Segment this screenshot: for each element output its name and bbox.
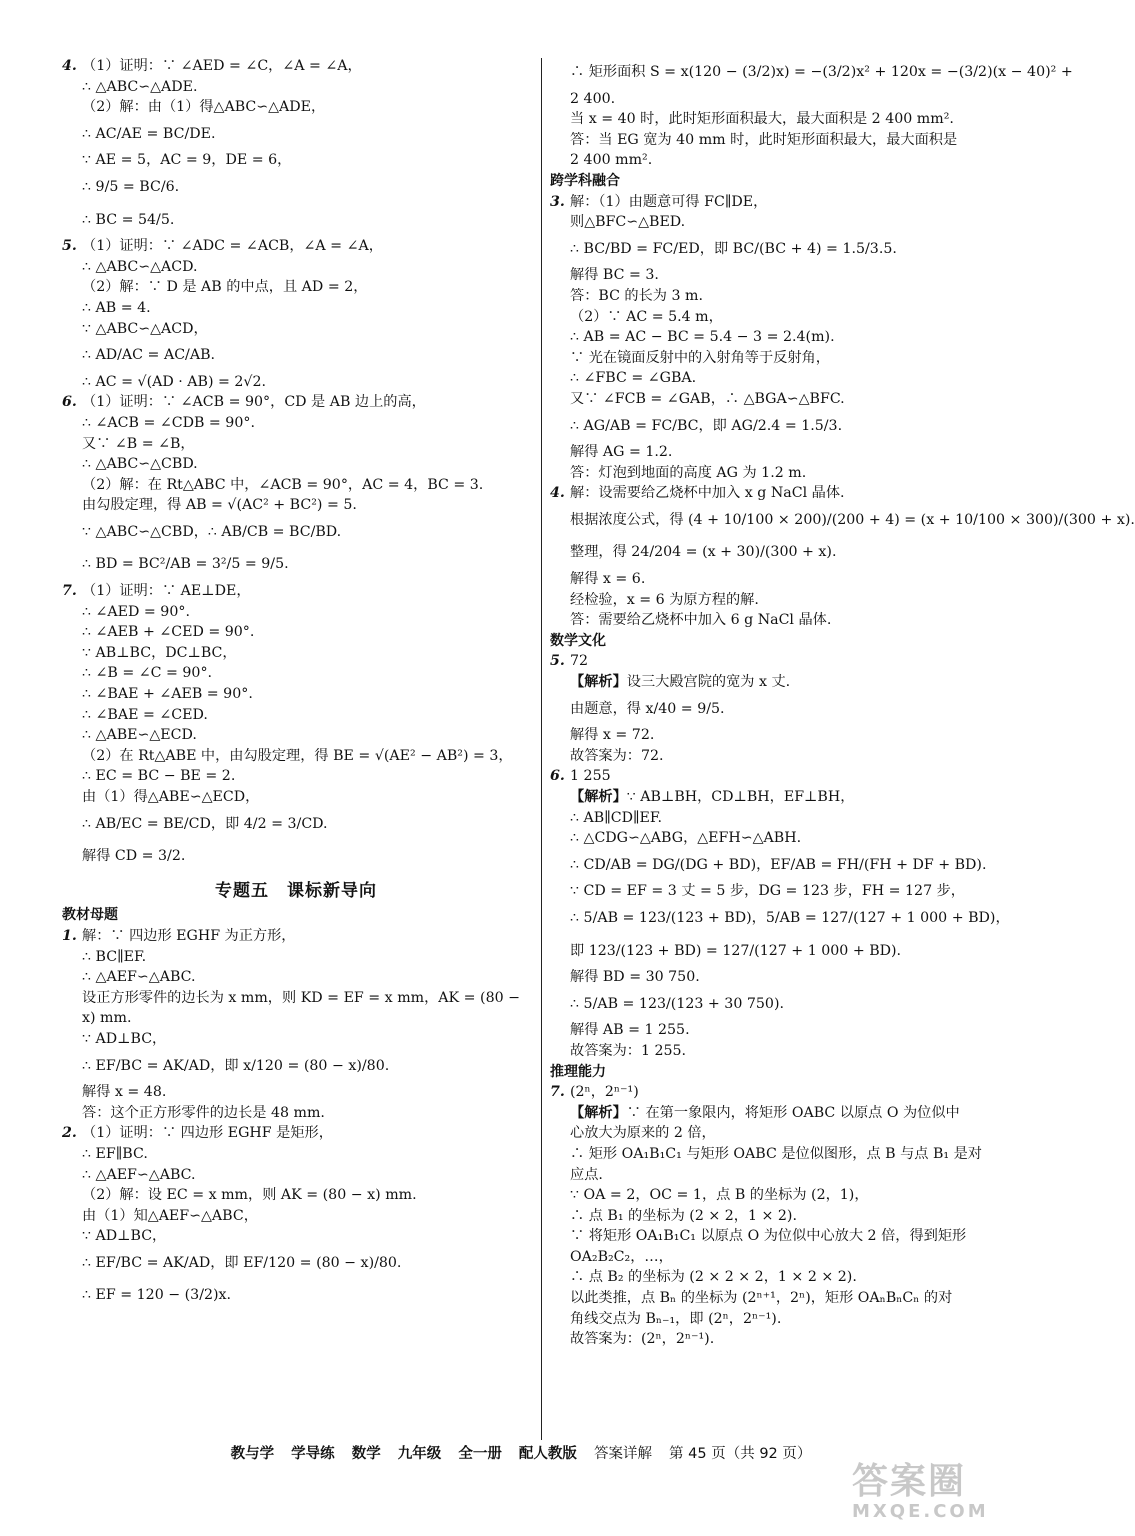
- solution-line: [62, 454, 530, 475]
- line-text: ∴ 点 B₂ 的坐标为 (2 × 2 × 2，1 × 2 × 2).: [570, 1269, 857, 1286]
- line-text: 解得 CD = 3/2.: [82, 848, 186, 865]
- solution-line: [550, 808, 1020, 829]
- line-text: ∴ ∠AEB + ∠CED = 90°.: [82, 624, 255, 641]
- solution-line: [550, 610, 1020, 631]
- line-text: ∴ EF/BC = AK/AD，即 x/120 = (80 − x)/80.: [82, 1057, 390, 1074]
- section-heading: 数学文化: [550, 632, 606, 649]
- solution-line: [62, 1103, 530, 1124]
- line-text: ∴ ∠B = ∠C = 90°.: [82, 665, 213, 682]
- line-text: ∵ △ABC∽△ACD，: [82, 320, 208, 337]
- line-text: 答：需要给乙烧杯中加入 6 g NaCl 晶体.: [570, 612, 832, 629]
- line-text: （1）证明：∵ ∠ADC = ∠ACB，∠A = ∠A，: [82, 238, 383, 255]
- solution-line: [62, 840, 530, 873]
- line-text: ∴ BC∥EF.: [82, 948, 147, 965]
- solution-line: [550, 1247, 1020, 1268]
- solution-line: [62, 1206, 530, 1227]
- line-text: ∵ OA = 2，OC = 1，点 B 的坐标为 (2，1)，: [570, 1187, 869, 1204]
- solution-line: [550, 693, 1020, 726]
- solution-line: [62, 1008, 530, 1029]
- line-text: ∴ △ABE∽△ECD.: [82, 727, 197, 744]
- line-text: ∵ CD = EF = 3 丈 = 5 步，DG = 123 步，FH = 127 步，: [570, 883, 965, 900]
- solution-line: [62, 808, 530, 841]
- footer-part: 九年级: [397, 1446, 442, 1462]
- solution-line: [62, 475, 530, 496]
- topic-heading: 专题五 课标新导向: [215, 880, 377, 901]
- solution-line: [550, 746, 1020, 767]
- solution-line: [550, 109, 1020, 130]
- line-text: ∴ BC/BD = FC/ED，即 BC/(BC + 4) = 1.5/3.5.: [570, 240, 897, 257]
- solution-line: [62, 413, 530, 434]
- line-text: 解得 AB = 1 255.: [570, 1022, 690, 1039]
- solution-line: [550, 787, 1020, 808]
- line-text: (2ⁿ，2ⁿ⁻¹): [570, 1084, 639, 1101]
- section-heading: 推理能力: [550, 1063, 606, 1080]
- solution-line: [62, 77, 530, 98]
- line-text: （1）证明：∵ 四边形 EGHF 是矩形，: [82, 1125, 333, 1142]
- solution-line: [550, 569, 1020, 590]
- line-text: ∴ EF/BC = AK/AD，即 EF/120 = (80 − x)/80.: [82, 1254, 402, 1271]
- line-text: 设正方形零件的边长为 x mm，则 KD = EF = x mm，AK = (80 −: [82, 989, 521, 1006]
- solution-line: [62, 495, 530, 516]
- solution-line: [550, 902, 1020, 935]
- solution-line: [550, 368, 1020, 389]
- solution-line: [62, 257, 530, 278]
- line-text: 根据浓度公式，得 (4 + 10/100 × 200)/(200 + 4) = (x + 10/100 × 300)/(300 + x).: [570, 511, 1135, 528]
- solution-line: [550, 442, 1020, 463]
- solution-line: [550, 849, 1020, 882]
- solution-line: [62, 602, 530, 623]
- line-text: 故答案为：72.: [570, 747, 664, 764]
- line-text: ∴ 矩形面积 S = x(120 − (3/2)x) = −(3/2)x² + 120x = −(3/2)(x − 40)² +: [570, 64, 1073, 80]
- line-text: （2）解：在 Rt△ABC 中，∠ACB = 90°，AC = 4，BC = 3.: [82, 476, 484, 493]
- line-text: ∴ AG/AB = FC/BC，即 AG/2.4 = 1.5/3.: [570, 417, 843, 434]
- solution-line: [62, 277, 530, 298]
- solution-line: [550, 1267, 1020, 1288]
- line-text: 整理，得 24/204 = (x + 30)/(300 + x).: [570, 544, 837, 561]
- line-text: 答：当 EG 宽为 40 mm 时，此时矩形面积最大，最大面积是: [570, 131, 958, 148]
- footer-part: 数学: [351, 1446, 381, 1462]
- line-text: 又∵ ∠B = ∠B，: [82, 435, 195, 452]
- solution-line: [550, 1288, 1020, 1309]
- solution-line: [62, 434, 530, 455]
- question-line: [62, 581, 530, 602]
- solution-line: [62, 787, 530, 808]
- question-line: [550, 651, 1020, 672]
- footer-answer-label: 答案详解: [593, 1446, 652, 1462]
- solution-line: [550, 725, 1020, 746]
- solution-line: [550, 881, 1020, 902]
- solution-line: [62, 1226, 530, 1247]
- line-text: 解得 BC = 3.: [570, 267, 659, 284]
- question-line: [62, 236, 530, 257]
- line-text: （1）证明：∵ ∠ACB = 90°，CD 是 AB 边上的高，: [82, 394, 426, 411]
- column-divider: [541, 58, 542, 1440]
- line-text: ∴ △AEF∽△ABC.: [82, 1166, 196, 1183]
- line-text: ∴ AB = AC − BC = 5.4 − 3 = 2.4(m).: [570, 329, 835, 346]
- line-text: ∴ △CDG∽△ABG，△EFH∽△ABH.: [570, 830, 802, 847]
- solution-line: [550, 536, 1020, 569]
- line-text: ∴ △ABC∽△ADE.: [82, 78, 198, 95]
- solution-line: [550, 1123, 1020, 1144]
- question-number: 1.: [62, 927, 77, 944]
- solution-line: [550, 150, 1020, 171]
- line-text: ∵ AB⊥BC，DC⊥BC，: [82, 644, 237, 661]
- line-text: ∵ 光在镜面反射中的入射角等于反射角，: [570, 349, 830, 366]
- question-number: 2.: [62, 1125, 77, 1142]
- line-text: 经检验，x = 6 为原方程的解.: [570, 591, 759, 608]
- line-text: （2）在 Rt△ABE 中，由勾股定理，得 BE = √(AE² − AB²) = 3，: [82, 747, 513, 764]
- solution-line: [62, 684, 530, 705]
- question-number: 5.: [550, 653, 565, 670]
- line-text: ∵ AD⊥BC，: [82, 1030, 167, 1047]
- question-line: [550, 192, 1020, 213]
- line-text: ∵ AD⊥BC，: [82, 1228, 167, 1245]
- solution-line: [550, 935, 1020, 968]
- line-text: 故答案为：1 255.: [570, 1042, 687, 1059]
- line-text: ∴ BD = BC²/AB = 3²/5 = 9/5.: [82, 556, 289, 573]
- question-number: 7.: [550, 1084, 565, 1101]
- section-heading: 教材母题: [62, 907, 118, 924]
- solution-line: [550, 1206, 1020, 1227]
- watermark-main: 答案圈: [852, 1461, 967, 1502]
- line-text: 当 x = 40 时，此时矩形面积最大，最大面积是 2 400 mm².: [570, 111, 954, 128]
- solution-line: [62, 1279, 530, 1312]
- line-text: ∴ △ABC∽△ACD.: [82, 258, 198, 275]
- footer-part: 学导练: [291, 1446, 335, 1462]
- line-text: 解：（1）由题意可得 FC∥DE，: [570, 193, 768, 210]
- line-text: 以此类推，点 Bₙ 的坐标为 (2ⁿ⁺¹，2ⁿ)，矩形 OAₙBₙCₙ 的对: [570, 1290, 953, 1307]
- question-number: 4.: [62, 58, 77, 74]
- line-text: ∴ 点 B₁ 的坐标为 (2 × 2，1 × 2).: [570, 1207, 797, 1224]
- solution-line: [62, 97, 530, 118]
- solution-line: [550, 327, 1020, 348]
- line-text: （2）∵ AC = 5.4 m，: [570, 308, 723, 325]
- solution-line: [550, 389, 1020, 410]
- question-line: [62, 926, 530, 947]
- solution-line: [62, 705, 530, 726]
- line-text: 由（1）知△AEF∽△ABC，: [82, 1207, 258, 1224]
- line-text: 由题意，得 x/40 = 9/5.: [570, 700, 725, 717]
- line-text: ∴ AC = √(AD · AB) = 2√2.: [82, 373, 266, 390]
- line-text: x) mm.: [82, 1010, 132, 1027]
- line-text: 由勾股定理，得 AB = √(AC² + BC²) = 5.: [82, 497, 357, 514]
- solution-line: [62, 1029, 530, 1050]
- question-line: [550, 1082, 1020, 1103]
- solution-line: [550, 1144, 1020, 1165]
- solution-line: [550, 988, 1020, 1021]
- line-text: ∴ EF∥BC.: [82, 1145, 148, 1162]
- solution-line: [62, 988, 530, 1009]
- solution-line: [62, 746, 530, 767]
- line-text: ∴ 5/AB = 123/(123 + BD)，5/AB = 127/(127 + 1 000 + BD)，: [570, 909, 1010, 926]
- line-text: ∴ BC = 54/5.: [82, 211, 175, 228]
- solution-line: [62, 1165, 530, 1186]
- line-text: ∴ ∠ACB = ∠CDB = 90°.: [82, 414, 255, 431]
- solution-line: [550, 1226, 1020, 1247]
- solution-line: [62, 1144, 530, 1165]
- line-text: OA₂B₂C₂，…，: [570, 1248, 673, 1265]
- solution-line: [62, 1247, 530, 1280]
- line-text: 设三大殿宫院的宽为 x 丈.: [626, 674, 791, 691]
- line-text: ∴ △ABC∽△CBD.: [82, 456, 198, 473]
- line-text: 答：这个正方形零件的边长是 48 mm.: [82, 1104, 325, 1121]
- line-text: 即 123/(123 + BD) = 127/(127 + 1 000 + BD).: [570, 942, 902, 959]
- solution-line: [62, 643, 530, 664]
- line-text: ∵ 在第一象限内，将矩形 OABC 以原点 O 为位似中: [626, 1104, 960, 1121]
- line-text: 则△BFC∽△BED.: [570, 214, 686, 231]
- solution-line: [550, 1041, 1020, 1062]
- solution-line: [550, 307, 1020, 328]
- watermark-url: MXQE.COM: [852, 1501, 989, 1522]
- line-text: 故答案为：(2ⁿ，2ⁿ⁻¹).: [570, 1331, 715, 1348]
- line-text: 解得 x = 72.: [570, 727, 655, 744]
- line-text: ∴ ∠BAE = ∠CED.: [82, 706, 208, 723]
- right-column: [550, 56, 1135, 1350]
- line-text: 72: [570, 653, 589, 670]
- solution-line: [62, 372, 530, 393]
- solution-line: [62, 766, 530, 787]
- line-text: ∴ ∠BAE + ∠AEB = 90°.: [82, 686, 253, 703]
- line-text: ∴ AC/AE = BC/DE.: [82, 125, 216, 142]
- footer-part: 教与学: [230, 1446, 275, 1462]
- solution-line: [550, 89, 1020, 110]
- line-text: 2 400 mm².: [570, 152, 653, 169]
- line-text: 心放大为原来的 2 倍，: [570, 1125, 716, 1142]
- line-text: ∴ CD/AB = DG/(DG + BD)，EF/AB = FH/(FH + DF + BD).: [570, 856, 987, 873]
- line-text: ∴ EF = 120 − (3/2)x.: [82, 1287, 232, 1304]
- solution-line: [550, 265, 1020, 286]
- page-footer: [0, 1442, 1042, 1463]
- line-text: 答：BC 的长为 3 m.: [570, 287, 704, 304]
- solution-line: [550, 233, 1020, 266]
- question-number: 4.: [550, 485, 565, 502]
- section-heading: 跨学科融合: [550, 172, 620, 189]
- line-text: （1）证明：∵ ∠AED = ∠C，∠A = ∠A，: [82, 58, 362, 74]
- line-text: ∴ 9/5 = BC/6.: [82, 178, 180, 195]
- line-text: 解：设需要给乙烧杯中加入 x g NaCl 晶体.: [570, 485, 845, 502]
- question-line: [550, 483, 1020, 504]
- line-text: 解：∵ 四边形 EGHF 为正方形，: [82, 927, 296, 944]
- analysis-label: 【解析】: [570, 1104, 627, 1121]
- solution-line: [550, 967, 1020, 988]
- solution-line: [550, 1165, 1020, 1186]
- analysis-label: 【解析】: [570, 674, 627, 691]
- line-text: 1 255: [570, 768, 611, 785]
- line-text: ∵ 将矩形 OA₁B₁C₁ 以原点 O 为位似中心放大 2 倍，得到矩形: [570, 1228, 967, 1245]
- solution-line: [550, 672, 1020, 693]
- solution-line: [62, 725, 530, 746]
- question-number: 5.: [62, 238, 77, 255]
- solution-line: [62, 150, 530, 171]
- line-text: ∴ ∠AED = 90°.: [82, 603, 190, 620]
- solution-line: [550, 1329, 1020, 1350]
- solution-line: [550, 504, 1135, 537]
- solution-line: [62, 663, 530, 684]
- solution-line: [62, 319, 530, 340]
- analysis-label: 【解析】: [570, 789, 627, 805]
- solution-line: [550, 463, 1020, 484]
- solution-line: [62, 171, 530, 204]
- solution-line: [550, 828, 1020, 849]
- solution-line: [62, 118, 530, 151]
- line-text: 解得 x = 6.: [570, 571, 646, 588]
- question-number: 6.: [62, 394, 77, 411]
- line-text: 解得 BD = 30 750.: [570, 969, 700, 986]
- question-line: [62, 392, 530, 413]
- line-text: （1）证明：∵ AE⊥DE，: [82, 583, 251, 600]
- solution-line: [550, 410, 1020, 443]
- line-text: ∴ AB∥CD∥EF.: [570, 809, 663, 826]
- line-text: ∴ AB = 4.: [82, 299, 151, 316]
- solution-line: [550, 56, 1073, 89]
- line-text: 由（1）得△ABE∽△ECD，: [82, 789, 260, 805]
- line-text: （2）解：由（1）得△ABC∽△ADE，: [82, 99, 326, 116]
- line-text: 解得 AG = 1.2.: [570, 444, 673, 461]
- line-text: ∵ △ABC∽△CBD，∴ AB/CB = BC/BD.: [82, 523, 342, 540]
- question-number: 7.: [62, 583, 77, 600]
- question-number: 3.: [550, 193, 565, 210]
- solution-line: [550, 1185, 1020, 1206]
- solution-line: [62, 622, 530, 643]
- solution-line: [550, 212, 1020, 233]
- line-text: ∵ AE = 5，AC = 9，DE = 6，: [82, 152, 292, 169]
- left-column: [62, 56, 530, 1312]
- question-line: [550, 766, 1020, 787]
- solution-line: [62, 204, 530, 237]
- solution-line: [550, 1103, 1020, 1124]
- line-text: ∴ 矩形 OA₁B₁C₁ 与矩形 OABC 是位似图形，点 B 与点 B₁ 是对: [570, 1145, 982, 1162]
- question-line: [62, 1123, 530, 1144]
- solution-line: [550, 286, 1020, 307]
- solution-line: [550, 130, 1020, 151]
- line-text: ∴ AD/AC = AC/AB.: [82, 347, 216, 364]
- line-text: ∴ AB/EC = BE/CD，即 4/2 = 3/CD.: [82, 815, 328, 832]
- solution-line: [62, 298, 530, 319]
- solution-line: [550, 1020, 1020, 1041]
- footer-page-number: 第 45 页（共 92 页）: [669, 1446, 812, 1462]
- line-text: 角线交点为 Bₙ₋₁，即 (2ⁿ，2ⁿ⁻¹).: [570, 1310, 782, 1327]
- line-text: ∴ △AEF∽△ABC.: [82, 969, 196, 986]
- solution-line: [62, 1082, 530, 1103]
- solution-line: [62, 548, 530, 581]
- watermark-logo: [852, 1462, 1020, 1526]
- line-text: ∴ 5/AB = 123/(123 + 30 750).: [570, 995, 784, 1012]
- solution-line: [62, 967, 530, 988]
- line-text: 又∵ ∠FCB = ∠GAB，∴ △BGA∽△BFC.: [570, 390, 845, 407]
- solution-line: [550, 590, 1020, 611]
- solution-line: [62, 516, 530, 549]
- solution-line: [550, 1309, 1020, 1330]
- question-number: 6.: [550, 768, 565, 785]
- line-text: ∵ AB⊥BH，CD⊥BH，EF⊥BH，: [626, 789, 855, 805]
- solution-line: [62, 947, 530, 968]
- solution-line: [62, 1050, 530, 1083]
- footer-part: 配人教版: [518, 1446, 577, 1462]
- solution-line: [62, 1185, 530, 1206]
- line-text: ∴ ∠FBC = ∠GBA.: [570, 370, 697, 387]
- line-text: ∴ EC = BC − BE = 2.: [82, 768, 236, 785]
- question-line: [62, 56, 530, 77]
- line-text: （2）解：设 EC = x mm，则 AK = (80 − x) mm.: [82, 1187, 417, 1204]
- line-text: 2 400.: [570, 90, 616, 107]
- line-text: 答：灯泡到地面的高度 AG 为 1.2 m.: [570, 464, 807, 481]
- line-text: 解得 x = 48.: [82, 1084, 167, 1101]
- line-text: （2）解：∵ D 是 AB 的中点，且 AD = 2，: [82, 279, 368, 296]
- solution-line: [550, 348, 1020, 369]
- solution-line: [62, 339, 530, 372]
- line-text: 应点.: [570, 1166, 603, 1183]
- footer-part: 全一册: [458, 1446, 502, 1462]
